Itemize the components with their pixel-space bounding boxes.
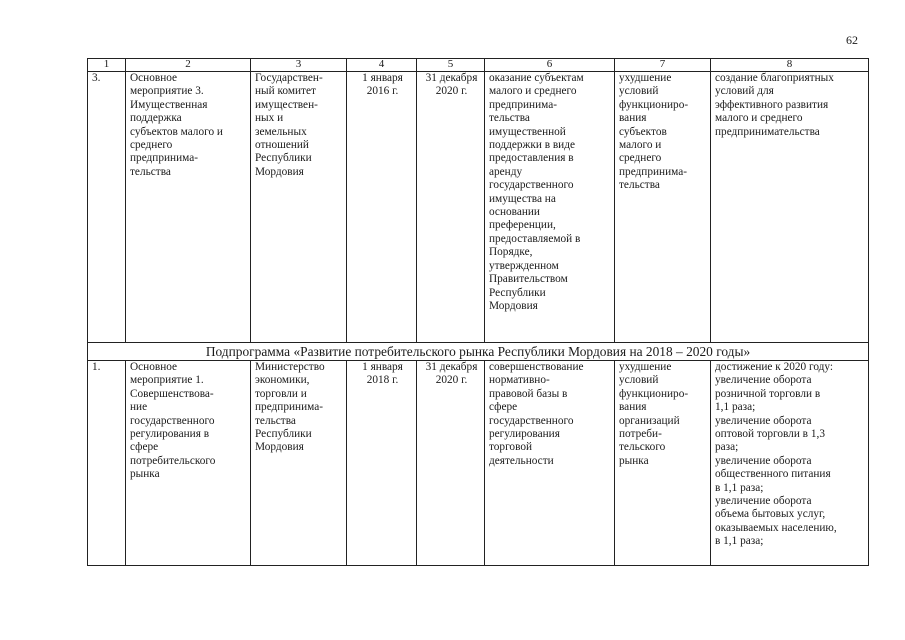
cell-text-line: предоставления в: [489, 152, 574, 165]
cell-text-line: малого и среднего: [489, 85, 577, 98]
cell-text-line: предпринима-: [130, 152, 198, 165]
cell-text-line: предпринима-: [255, 401, 323, 414]
cell-text-line: потреби-: [619, 428, 662, 441]
cell-text-line: предпринимательства: [715, 125, 820, 138]
cell-text-line: тельского: [619, 441, 666, 454]
cell-text-line: тельства: [130, 165, 171, 178]
cell-text-line: Мордовия: [489, 299, 538, 312]
column-numbers-row: [88, 59, 869, 72]
cell-text-line: объема бытовых услуг,: [715, 508, 826, 521]
column-header: 1: [88, 59, 126, 72]
cell-text-line: Основное: [130, 72, 178, 84]
cell-text-line: Министерство: [255, 361, 325, 373]
expected-result-cell: [711, 361, 869, 566]
cell-text-line: ние: [130, 401, 148, 414]
end-date-cell: [417, 72, 485, 343]
cell-text-line: предпринима-: [489, 98, 557, 111]
cell-text-line: 1,1 раза;: [715, 401, 756, 414]
cell-text-line: мероприятие 3.: [130, 85, 204, 98]
end-date-cell: [417, 361, 485, 566]
cell-text-line: правовой базы в: [489, 387, 568, 400]
cell-text-line: функциониро-: [619, 387, 689, 400]
cell-text-line: оказание субъектам: [489, 72, 584, 84]
cell-text-line: 2020 г.: [435, 374, 468, 387]
column-header: 2: [126, 59, 251, 72]
consequences-cell: [615, 361, 711, 566]
cell-text-line: деятельности: [489, 454, 554, 467]
cell-text-line: торговли и: [255, 387, 307, 400]
consequences-cell: [615, 72, 711, 343]
content-cell: [485, 361, 615, 566]
cell-text-line: Республики: [255, 152, 312, 165]
subprogram-title: Подпрограмма «Развитие потребительского рынка Республики Мордовия на 2018 – 2020 годы»: [88, 343, 869, 361]
cell-text-line: сфере: [489, 401, 518, 414]
cell-text-line: отношений: [255, 139, 309, 152]
cell-text-line: общественного питания: [715, 468, 831, 481]
cell-text-line: государственного: [489, 179, 574, 192]
cell-text-line: тельства: [619, 179, 660, 192]
column-header: 7: [615, 59, 711, 72]
cell-text-line: Правительством: [489, 273, 568, 286]
cell-text-line: Имущественная: [130, 98, 208, 111]
row-number: 3.: [88, 72, 126, 343]
column-header: 8: [711, 59, 869, 72]
cell-text-line: 31 декабря: [425, 72, 478, 84]
cell-text-line: государственного: [489, 414, 574, 427]
cell-text-line: оптовой торговли в 1,3: [715, 428, 825, 441]
cell-text-line: раза;: [715, 441, 739, 454]
responsible-cell: [251, 361, 347, 566]
cell-text-line: земельных: [255, 125, 307, 138]
cell-text-line: увеличение оборота: [715, 414, 812, 427]
cell-text-line: условий для: [715, 85, 774, 98]
start-date-cell: [347, 361, 417, 566]
cell-text-line: совершенствование: [489, 361, 584, 373]
cell-text-line: достижение к 2020 году:: [715, 361, 834, 373]
expected-result-cell: [711, 72, 869, 343]
cell-text-line: субъектов: [619, 125, 667, 138]
cell-text-line: регулирования: [489, 428, 560, 441]
measures-table: [87, 58, 869, 566]
column-header: 5: [417, 59, 485, 72]
table-row: [88, 361, 869, 566]
cell-text-line: Республики: [255, 428, 312, 441]
cell-text-line: увеличение оборота: [715, 495, 812, 508]
cell-text-line: ухудшение: [619, 361, 672, 373]
cell-text-line: имуществен-: [255, 98, 318, 111]
cell-text-line: тельства: [489, 112, 530, 125]
cell-text-line: Мордовия: [255, 441, 304, 454]
cell-text-line: создание благоприятных: [715, 72, 834, 84]
cell-text-line: аренду: [489, 165, 523, 178]
cell-text-line: рынка: [130, 468, 160, 481]
cell-text-line: ный комитет: [255, 85, 316, 98]
cell-text-line: торговой: [489, 441, 533, 454]
cell-text-line: тельства: [255, 414, 296, 427]
measure-name-cell: [126, 72, 251, 343]
cell-text-line: регулирования в: [130, 428, 210, 441]
cell-text-line: поддержки в виде: [489, 139, 575, 152]
cell-text-line: малого и среднего: [715, 112, 803, 125]
cell-text-line: Порядке,: [489, 246, 533, 259]
cell-text-line: имущества на: [489, 192, 556, 205]
responsible-cell: [251, 72, 347, 343]
table-row: [88, 72, 869, 343]
content-cell: [485, 72, 615, 343]
cell-text-line: в 1,1 раза;: [715, 481, 764, 494]
column-header: 3: [251, 59, 347, 72]
cell-text-line: среднего: [619, 152, 662, 165]
cell-text-line: имущественной: [489, 125, 566, 138]
cell-text-line: вания: [619, 112, 647, 125]
cell-text-line: малого и: [619, 139, 662, 152]
cell-text-line: 2016 г.: [366, 85, 399, 98]
cell-text-line: основании: [489, 206, 540, 219]
measure-name-cell: [126, 361, 251, 566]
cell-text-line: предоставляемой в: [489, 232, 581, 245]
cell-text-line: оказываемых населению,: [715, 521, 837, 534]
subprogram-row: [88, 343, 869, 361]
cell-text-line: поддержка: [130, 112, 182, 125]
cell-text-line: потребительского: [130, 454, 216, 467]
cell-text-line: в 1,1 раза;: [715, 535, 764, 548]
cell-text-line: увеличение оборота: [715, 454, 812, 467]
cell-text-line: условий: [619, 85, 659, 98]
cell-text-line: государственного: [130, 414, 215, 427]
column-header: 6: [485, 59, 615, 72]
cell-text-line: рынка: [619, 454, 649, 467]
cell-text-line: экономики,: [255, 374, 310, 387]
cell-text-line: Совершенствова-: [130, 387, 214, 400]
cell-text-line: утвержденном: [489, 259, 559, 272]
cell-text-line: ухудшение: [619, 72, 672, 84]
cell-text-line: Государствен-: [255, 72, 323, 84]
cell-text-line: мероприятие 1.: [130, 374, 204, 387]
cell-text-line: условий: [619, 374, 659, 387]
cell-text-line: розничной торговли в: [715, 387, 821, 400]
cell-text-line: 1 января: [362, 361, 403, 373]
cell-text-line: нормативно-: [489, 374, 550, 387]
cell-text-line: 31 декабря: [425, 361, 478, 373]
cell-text-line: среднего: [130, 139, 173, 152]
page-number: 62: [846, 33, 858, 47]
cell-text-line: 2020 г.: [435, 85, 468, 98]
cell-text-line: 2018 г.: [366, 374, 399, 387]
cell-text-line: предпринима-: [619, 165, 687, 178]
cell-text-line: сфере: [130, 441, 159, 454]
cell-text-line: субъектов малого и: [130, 125, 223, 138]
row-number: 1.: [88, 361, 126, 566]
column-header: 4: [347, 59, 417, 72]
cell-text-line: функциониро-: [619, 98, 689, 111]
cell-text-line: организаций: [619, 414, 680, 427]
cell-text-line: эффективного развития: [715, 98, 829, 111]
cell-text-line: увеличение оборота: [715, 374, 812, 387]
cell-text-line: вания: [619, 401, 647, 414]
cell-text-line: Мордовия: [255, 165, 304, 178]
cell-text-line: 1 января: [362, 72, 403, 84]
cell-text-line: Республики: [489, 286, 546, 299]
start-date-cell: [347, 72, 417, 343]
cell-text-line: преференции,: [489, 219, 556, 232]
cell-text-line: Основное: [130, 361, 178, 373]
cell-text-line: ных и: [255, 112, 284, 125]
